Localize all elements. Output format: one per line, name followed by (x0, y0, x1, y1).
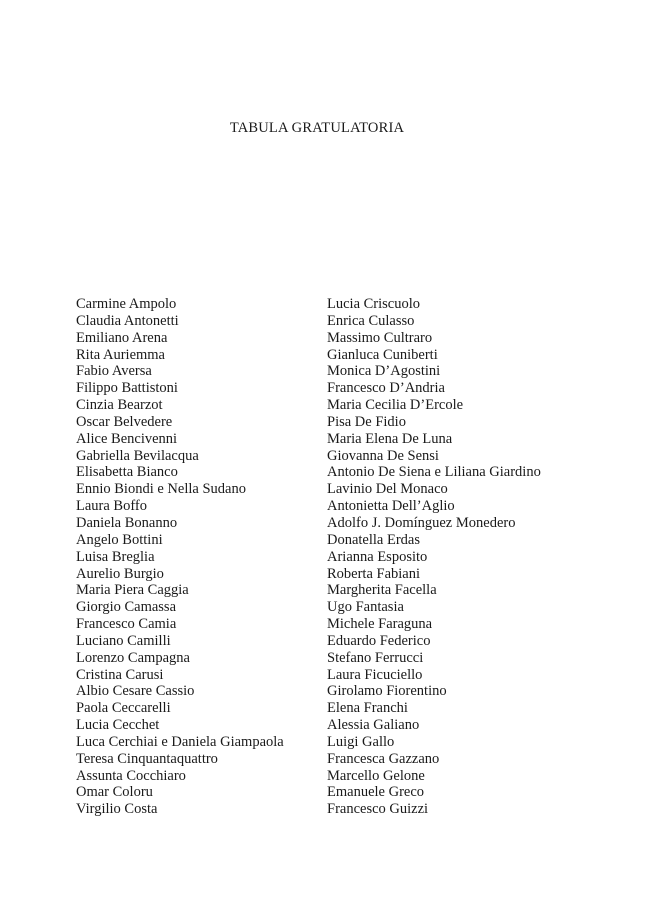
name-entry: Luciano Camilli (76, 632, 171, 649)
name-entry: Paola Ceccarelli (76, 700, 171, 717)
name-entry: Fabio Aversa (76, 363, 152, 380)
page-title: TABULA GRATULATORIA (229, 120, 405, 136)
name-entry: Emanuele Greco (327, 784, 425, 801)
name-entry: Antonio De Siena e Liliana Giardino (327, 464, 541, 481)
name-entry: Elisabetta Bianco (76, 464, 178, 481)
name-entry: Lucia Criscuolo (327, 296, 421, 312)
name-entry: Francesco Camia (76, 616, 177, 633)
name-entry: Daniela Bonanno (76, 514, 178, 531)
name-entry: Giovanna De Sensi (327, 447, 439, 464)
name-entry: Ennio Biondi e Nella Sudano (76, 481, 246, 498)
name-entry: Roberta Fabiani (327, 565, 421, 582)
name-entry: Arianna Esposito (327, 548, 428, 565)
name-entry: Marcello Gelone (327, 767, 425, 784)
name-entry: Monica D’Agostini (327, 363, 441, 380)
name-entry: Eduardo Federico (327, 632, 431, 649)
name-entry: Stefano Ferrucci (327, 649, 424, 666)
name-entry: Massimo Cultraro (327, 329, 433, 346)
name-entry: Alice Bencivenni (76, 430, 178, 447)
name-entry: Laura Boffo (76, 498, 147, 515)
name-entry: Emiliano Arena (76, 329, 168, 346)
name-entry: Francesca Gazzano (327, 750, 440, 767)
name-entry: Donatella Erdas (327, 531, 421, 548)
name-entry: Assunta Cocchiaro (76, 767, 186, 784)
name-entry: Enrica Culasso (327, 312, 415, 329)
name-entry: Oscar Belvedere (76, 413, 173, 430)
name-entry: Virgilio Costa (76, 801, 158, 818)
name-entry: Angelo Bottini (76, 531, 163, 548)
name-entry: Luigi Gallo (327, 733, 395, 750)
name-entry: Gianluca Cuniberti (327, 346, 438, 363)
names-column-left (76, 296, 316, 818)
name-entry: Lorenzo Campagna (76, 649, 190, 666)
name-entry: Lavinio Del Monaco (327, 481, 448, 498)
name-entry: Luca Cerchiai e Daniela Giampaola (76, 733, 284, 750)
name-entry: Cinzia Bearzot (76, 397, 163, 414)
name-entry: Girolamo Fiorentino (327, 683, 447, 700)
name-entry: Alessia Galiano (327, 717, 420, 734)
names-column-right (327, 296, 627, 818)
name-entry: Francesco Guizzi (327, 801, 429, 818)
name-entry: Filippo Battistoni (76, 380, 178, 397)
name-entry: Maria Cecilia D’Ercole (327, 397, 464, 414)
name-entry: Giorgio Camassa (76, 599, 177, 616)
name-entry: Francesco D’Andria (327, 380, 445, 397)
name-entry: Lucia Cecchet (76, 717, 160, 734)
name-entry: Claudia Antonetti (76, 312, 179, 329)
name-entry: Teresa Cinquantaquattro (76, 750, 218, 767)
name-entry: Laura Ficuciello (327, 666, 423, 683)
name-entry: Michele Faraguna (327, 616, 433, 633)
name-entry: Elena Franchi (327, 700, 408, 717)
name-entry: Carmine Ampolo (76, 296, 177, 312)
name-entry: Antonietta Dell’Aglio (327, 498, 455, 515)
name-entry: Gabriella Bevilacqua (76, 447, 199, 464)
name-entry: Adolfo J. Domínguez Monedero (327, 514, 516, 531)
name-entry: Ugo Fantasia (327, 599, 404, 616)
name-entry: Aurelio Burgio (76, 565, 164, 582)
name-entry: Maria Elena De Luna (327, 430, 453, 447)
name-entry: Margherita Facella (327, 582, 437, 599)
name-entry: Pisa De Fidio (327, 413, 406, 430)
name-entry: Cristina Carusi (76, 666, 164, 683)
name-entry: Luisa Breglia (76, 548, 155, 565)
name-entry: Rita Auriemma (76, 346, 165, 363)
name-entry: Omar Coloru (76, 784, 153, 801)
name-entry: Maria Piera Caggia (76, 582, 189, 599)
name-entry: Albio Cesare Cassio (76, 683, 195, 700)
